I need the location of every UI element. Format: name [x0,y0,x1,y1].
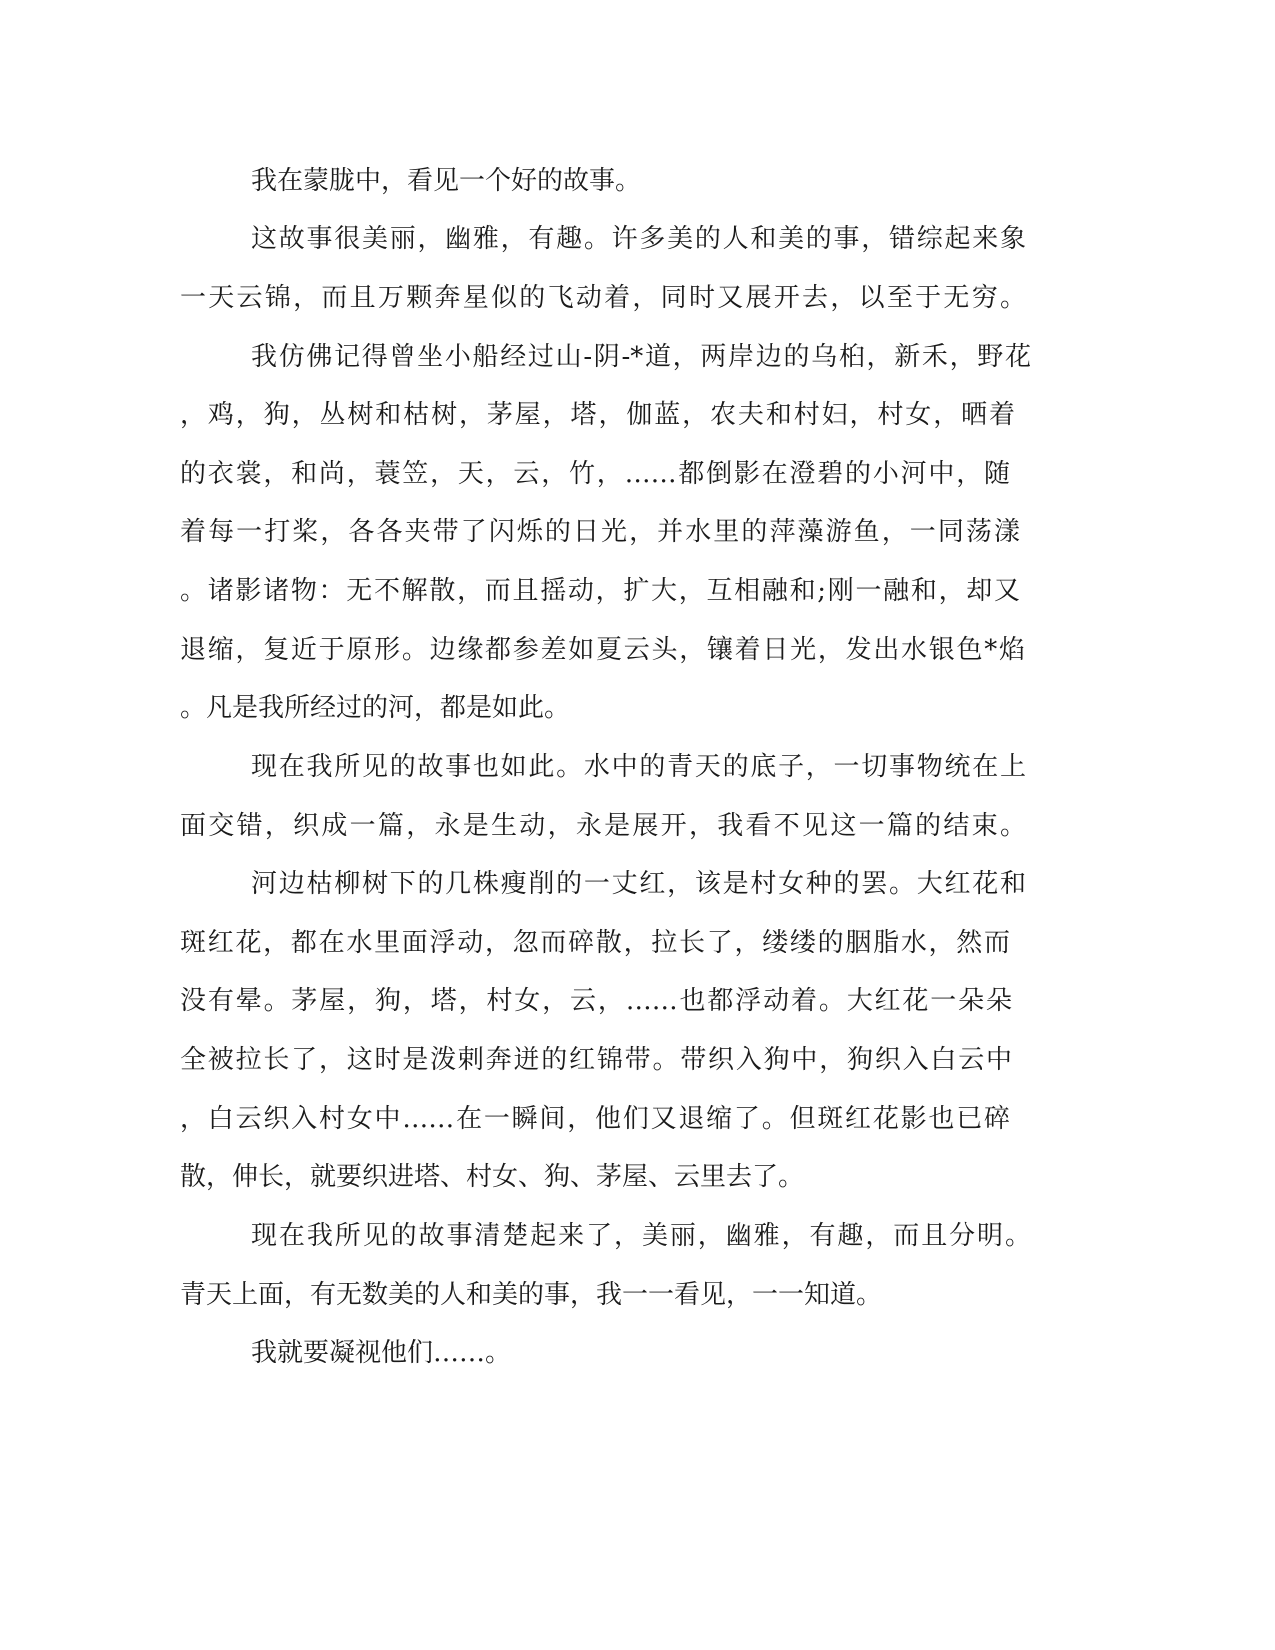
paragraph-3-line-2: ，鸡，狗，丛树和枯树，茅屋，塔，伽蓝，农夫和村妇，村女，晒着 [180,400,1015,430]
paragraph-3-line-6: 退缩，复近于原形。边缘都参差如夏云头，镶着日光，发出水银色*焰 [180,635,1025,665]
paragraph-5-line-5: ，白云织入村女中……在一瞬间，他们又退缩了。但斑红花影也已碎 [180,1104,1010,1134]
paragraph-3-line-1: 我仿佛记得曾坐小船经过山-阴-*道，两岸边的乌桕，新禾，野花 [251,342,1031,372]
paragraph-7-line-1: 我就要凝视他们……。 [251,1338,512,1368]
paragraph-4-line-2: 面交错，织成一篇，永是生动，永是展开，我看不见这一篇的结束。 [180,811,1026,841]
paragraph-2-line-1: 这故事很美丽，幽雅，有趣。许多美的人和美的事，错综起来象 [251,224,1026,254]
paragraph-3-line-7: 。凡是我所经过的河，都是如此。 [180,693,571,723]
paragraph-5-line-4: 全被拉长了，这时是泼剌奔迸的红锦带。带织入狗中，狗织入白云中 [180,1045,1012,1075]
paragraph-2-line-2: 一天云锦，而且万颗奔星似的飞动着，同时又展开去，以至于无穷。 [180,283,1026,313]
paragraph-1-line-1: 我在蒙胧中，看见一个好的故事。 [251,166,642,196]
paragraph-3-line-3: 的衣裳，和尚，蓑笠，天，云，竹，……都倒影在澄碧的小河中，随 [180,459,1010,489]
paragraph-5-line-6: 散，伸长，就要织进塔、村女、狗、茅屋、云里去了。 [180,1162,805,1192]
paragraph-5-line-1: 河边枯柳树下的几株瘦削的一丈红，该是村女种的罢。大红花和 [251,869,1026,899]
paragraph-6-line-2: 青天上面，有无数美的人和美的事，我一一看见，一一知道。 [180,1280,883,1310]
paragraph-3-line-4: 着每一打桨，各各夹带了闪烁的日光，并水里的萍藻游鱼，一同荡漾 [180,517,1020,547]
paragraph-5-line-2: 斑红花，都在水里面浮动，忽而碎散，拉长了，缕缕的胭脂水，然而 [180,928,1010,958]
paragraph-5-line-3: 没有晕。茅屋，狗，塔，村女，云，……也都浮动着。大红花一朵朵 [180,986,1012,1016]
paragraph-3-line-5: 。诸影诸物：无不解散，而且摇动，扩大，互相融和;刚一融和，却又 [180,576,1020,606]
paragraph-4-line-1: 现在我所见的故事也如此。水中的青天的底子，一切事物统在上 [251,752,1026,782]
paragraph-6-line-1: 现在我所见的故事清楚起来了，美丽，幽雅，有趣，而且分明。 [251,1221,1031,1251]
